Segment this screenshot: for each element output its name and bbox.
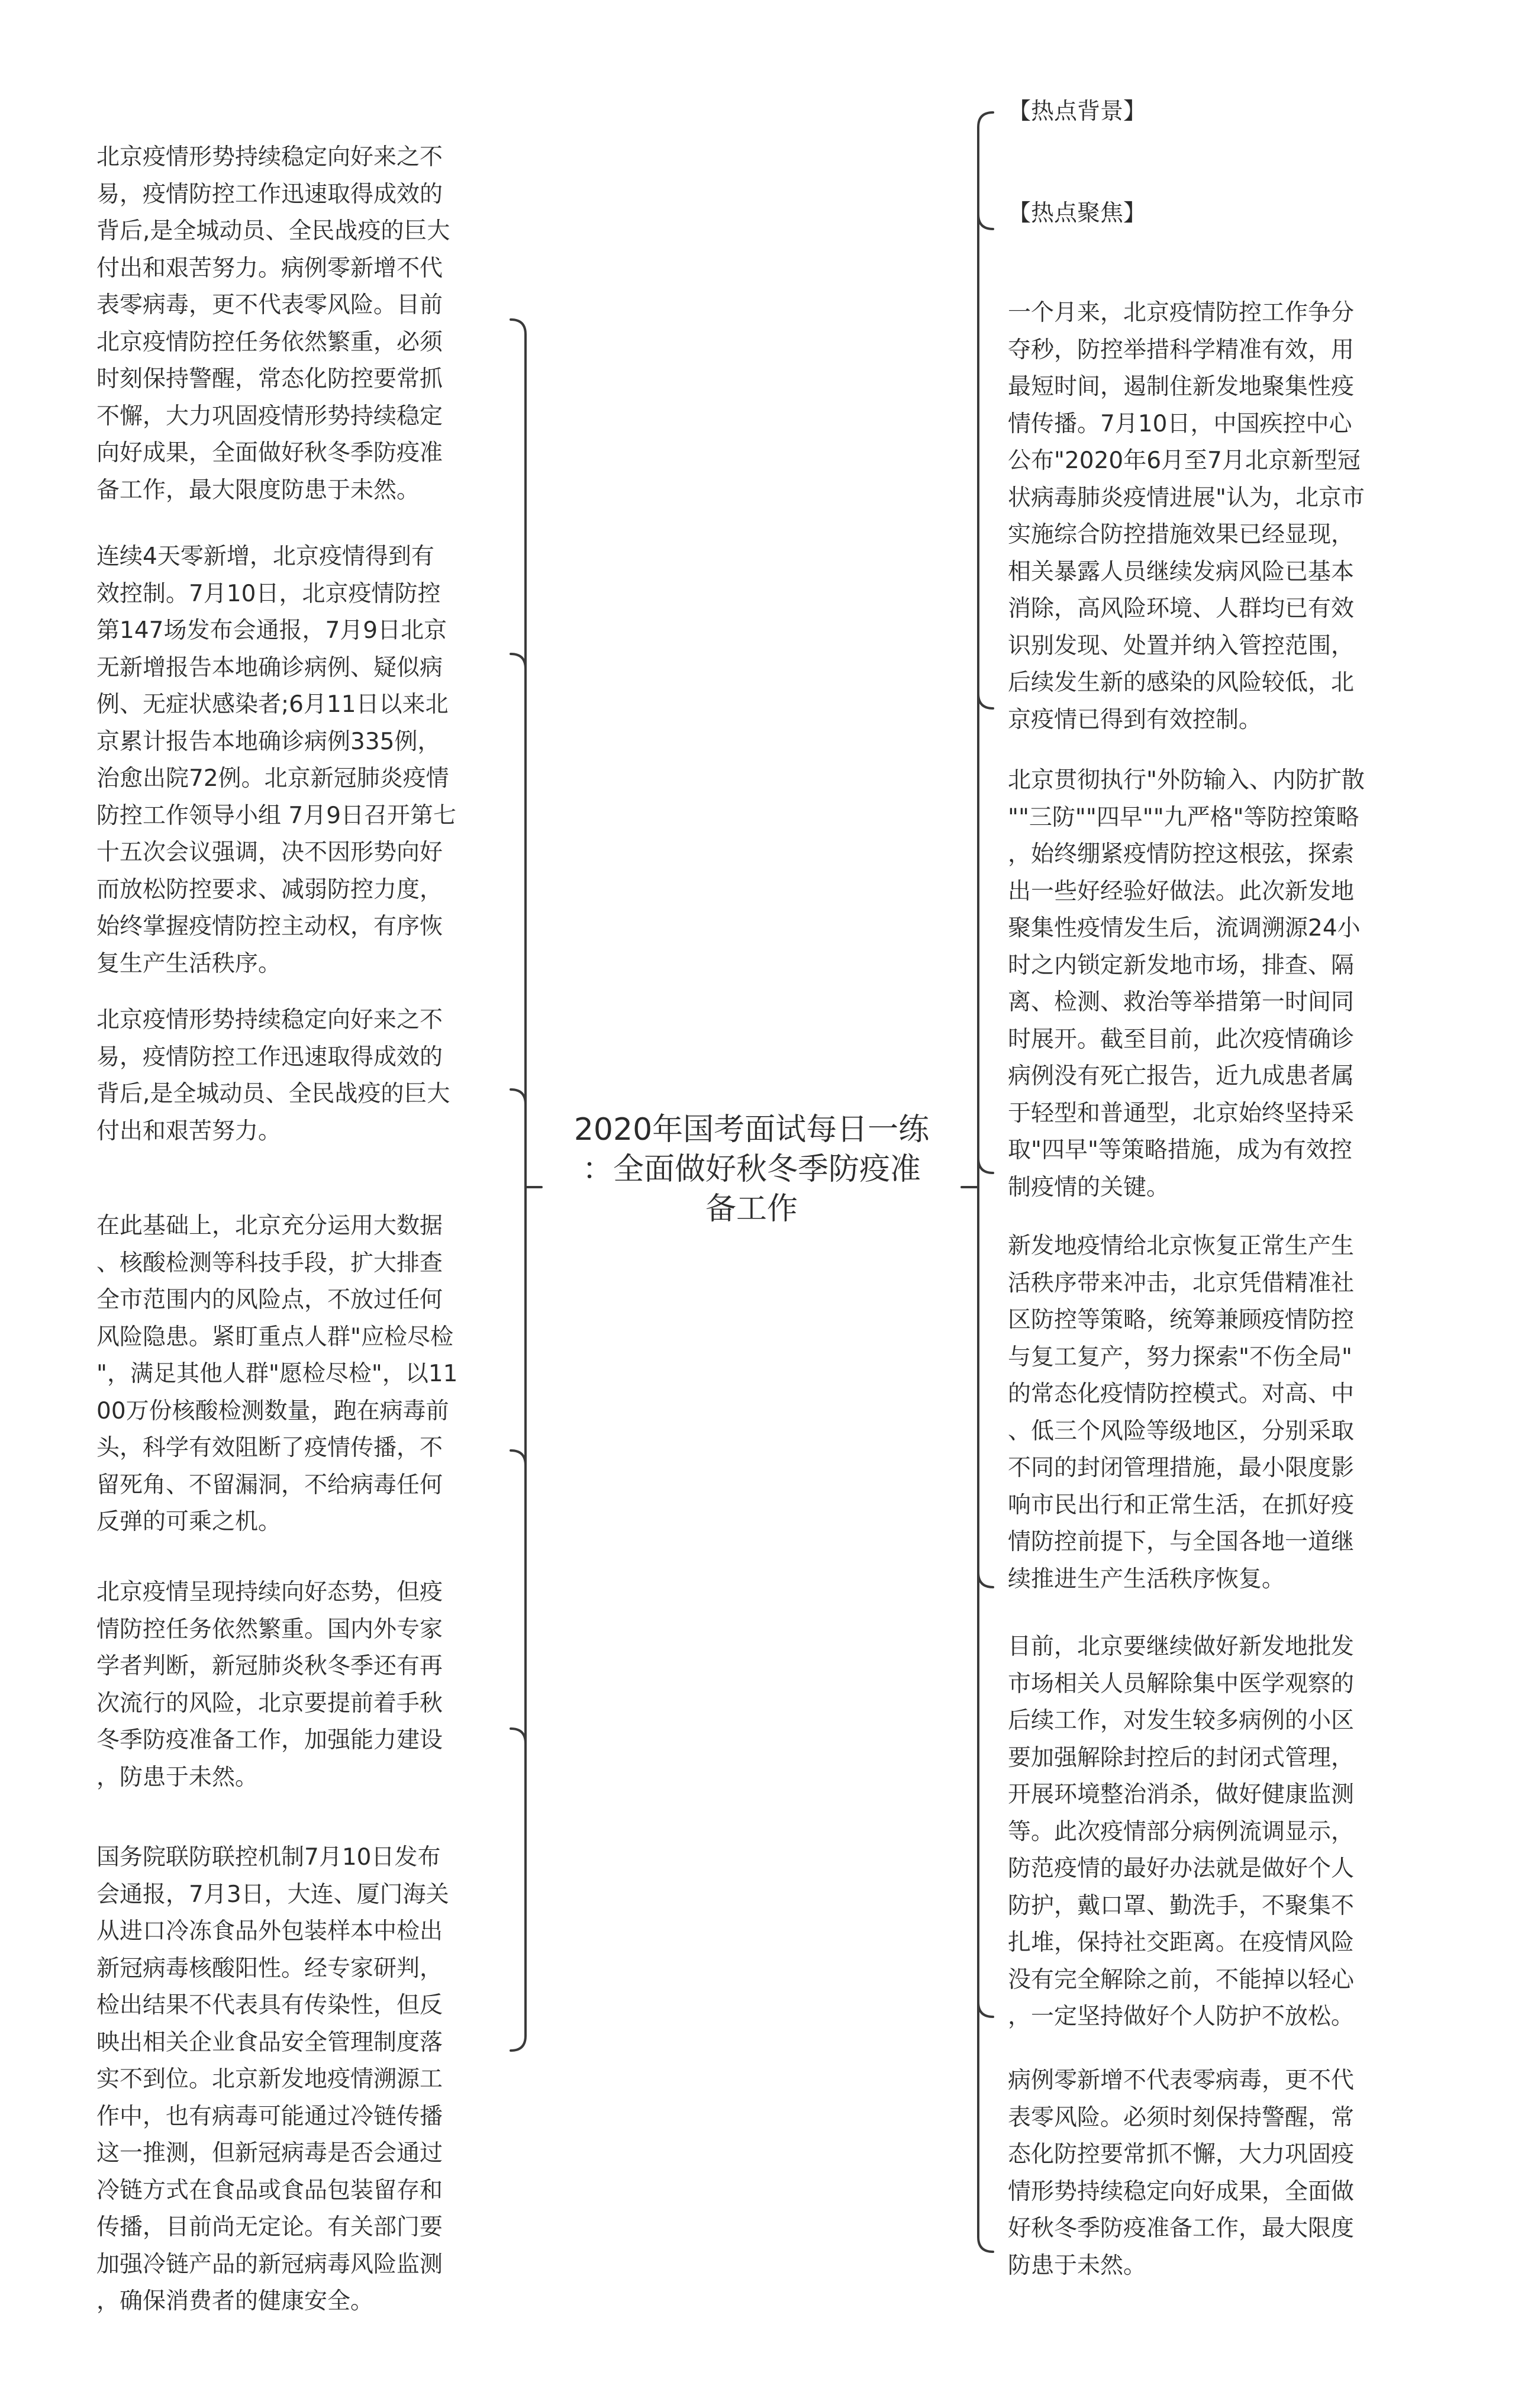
left-node-5: 北京疫情呈现持续向好态势，但疫 情防控任务依然繁重。国内外专家 学者判断，新冠肺炎秋冬季还有再 次流行的风险，北京要提前着手秋 冬季防疫准备工作，加强能力建设 ，防患于未然。 <box>96 1579 443 1791</box>
right-node-2: 北京贯彻执行"外防输入、内防扩散 ""三防""四早""九严格"等防控策略 ，始终绷紧疫情防控这根弦，探索 出一些好经验好做法。此次新发地 聚集性疫情发生后，流调溯源24小 时之内锁定新发地市场，排查、隔 离、检测、救治等举措第一时间同 时展开。截至目前，此次疫情确诊 病例没有死亡报告，近九成患者属 于轻型和普通型，北京始终坚持采 取"四早"等策略措施，成为有效控 制疫情的关键。 <box>1008 767 1365 1201</box>
left-node-1: 北京疫情形势持续稳定向好来之不 易，疫情防控工作迅速取得成效的 背后,是全城动员、全民战疫的巨大 付出和艰苦努力。病例零新增不代 表零病毒，更不代表零风险。目前 北京疫情防控任务依然繁重，必须 时刻保持警醒，常态化防控要常抓 不懈，大力巩固疫情形势持续稳定 向好成果，全面做好秋冬季防疫准 备工作，最大限度防患于未然。 <box>96 144 450 504</box>
right-node-3: 新发地疫情给北京恢复正常生产生 活秩序带来冲击，北京凭借精准社 区防控等策略，统筹兼顾疫情防控 与复工复产，努力探索"不伤全局" 的常态化疫情防控模式。对高、中 、低三个风险等级地区，分别采取 不同的封闭管理措施，最小限度影 响市民出行和正常生活，在抓好疫 情防控前提下，与全国各地一道继 续推进生产生活秩序恢复。 <box>1008 1233 1355 1593</box>
connector-right-1 <box>978 214 993 229</box>
connector-left-1 <box>511 654 526 669</box>
right-node-1: 一个月来，北京疫情防控工作争分 夺秒，防控举措科学精准有效，用 最短时间，遏制住新发地聚集性疫 情传播。7月10日，中国疾控中心 公布"2020年6月至7月北京新型冠 状病毒肺炎疫情进展"认为，北京市 实施综合防控措施效果已经显现， 相关暴露人员继续发病风险已基本 消除，高风险环境、人群均已有效 识别发现、处置并纳入管控范围， 后续发生新的感染的风险较低，北 京疫情已得到有效控制。 <box>1008 299 1365 733</box>
connector-right-trunk <box>978 112 993 2252</box>
connector-right-5 <box>978 2002 993 2017</box>
connector-right-2 <box>978 694 993 708</box>
connector-right-3 <box>978 1158 993 1173</box>
center-topic: 2020年国考面试每日一练 ：全面做好秋冬季防疫准 备工作 <box>573 1112 930 1227</box>
left-node-6: 国务院联防联控机制7月10日发布 会通报，7月3日，大连、厦门海关 从进口冷冻食品外包装样本中检出 新冠病毒核酸阳性。经专家研判， 检出结果不代表具有传染性，但反 映出相关企业食品安全管理制度落 实不到位。北京新发地疫情溯源工 作中，也有病毒可能通过冷链传播 这一推测，但新冠病毒是否会通过 冷链方式在食品或食品包装留存和 传播，目前尚无定论。有关部门要 加强冷链产品的新冠病毒风险监测 ，确保消费者的健康安全。 <box>96 1844 449 2314</box>
left-node-4: 在此基础上，北京充分运用大数据 、核酸检测等科技手段，扩大排查 全市范围内的风险点，不放过任何 风险隐患。紧盯重点人群"应检尽检 "，满足其他人群"愿检尽检"，以11 00万份核酸检测数量，跑在病毒前 头，科学有效阻断了疫情传播，不 留死角、不留漏洞，不给病毒任何 反弹的可乘之机。 <box>96 1213 458 1535</box>
connector-left-2 <box>511 1089 526 1104</box>
right-node-focus: 【热点聚焦】 <box>1008 200 1147 227</box>
left-node-3: 北京疫情形势持续稳定向好来之不 易，疫情防控工作迅速取得成效的 背后,是全城动员、全民战疫的巨大 付出和艰苦努力。 <box>96 1007 450 1145</box>
right-node-5: 病例零新增不代表零病毒，更不代 表零风险。必须时刻保持警醒，常 态化防控要常抓不懈，大力巩固疫 情形势持续稳定向好成果，全面做 好秋冬季防疫准备工作，最大限度 防患于未然。 <box>1008 2067 1355 2279</box>
connector-right-4 <box>978 1572 993 1587</box>
left-node-2: 连续4天零新增，北京疫情得到有 效控制。7月10日，北京疫情防控 第147场发布会通报，7月9日北京 无新增报告本地确诊病例、疑似病 例、无症状感染者;6月11日以来北 京累计报告本地确诊病例335例， 治愈出院72例。北京新冠肺炎疫情 防控工作领导小组 7月9日召开第七 十五次会议强调，决不因形势向好 而放松防控要求、减弱防控力度， 始终掌握疫情防控主动权，有序恢 复生产生活秩序。 <box>96 543 457 977</box>
right-node-4: 目前，北京要继续做好新发地批发 市场相关人员解除集中医学观察的 后续工作，对发生较多病例的小区 要加强解除封控后的封闭式管理， 开展环境整治消杀，做好健康监测 等。此次疫情部分病例流调显示， 防范疫情的最好办法就是做好个人 防护，戴口罩、勤洗手，不聚集不 扎堆，保持社交距离。在疫情风险 没有完全解除之前，不能掉以轻心 ，一定坚持做好个人防护不放松。 <box>1008 1633 1355 2030</box>
connector-left-4 <box>511 1729 526 1743</box>
right-node-background: 【热点背景】 <box>1008 98 1147 125</box>
connector-left-trunk <box>511 320 526 2051</box>
connector-left-3 <box>511 1450 526 1465</box>
